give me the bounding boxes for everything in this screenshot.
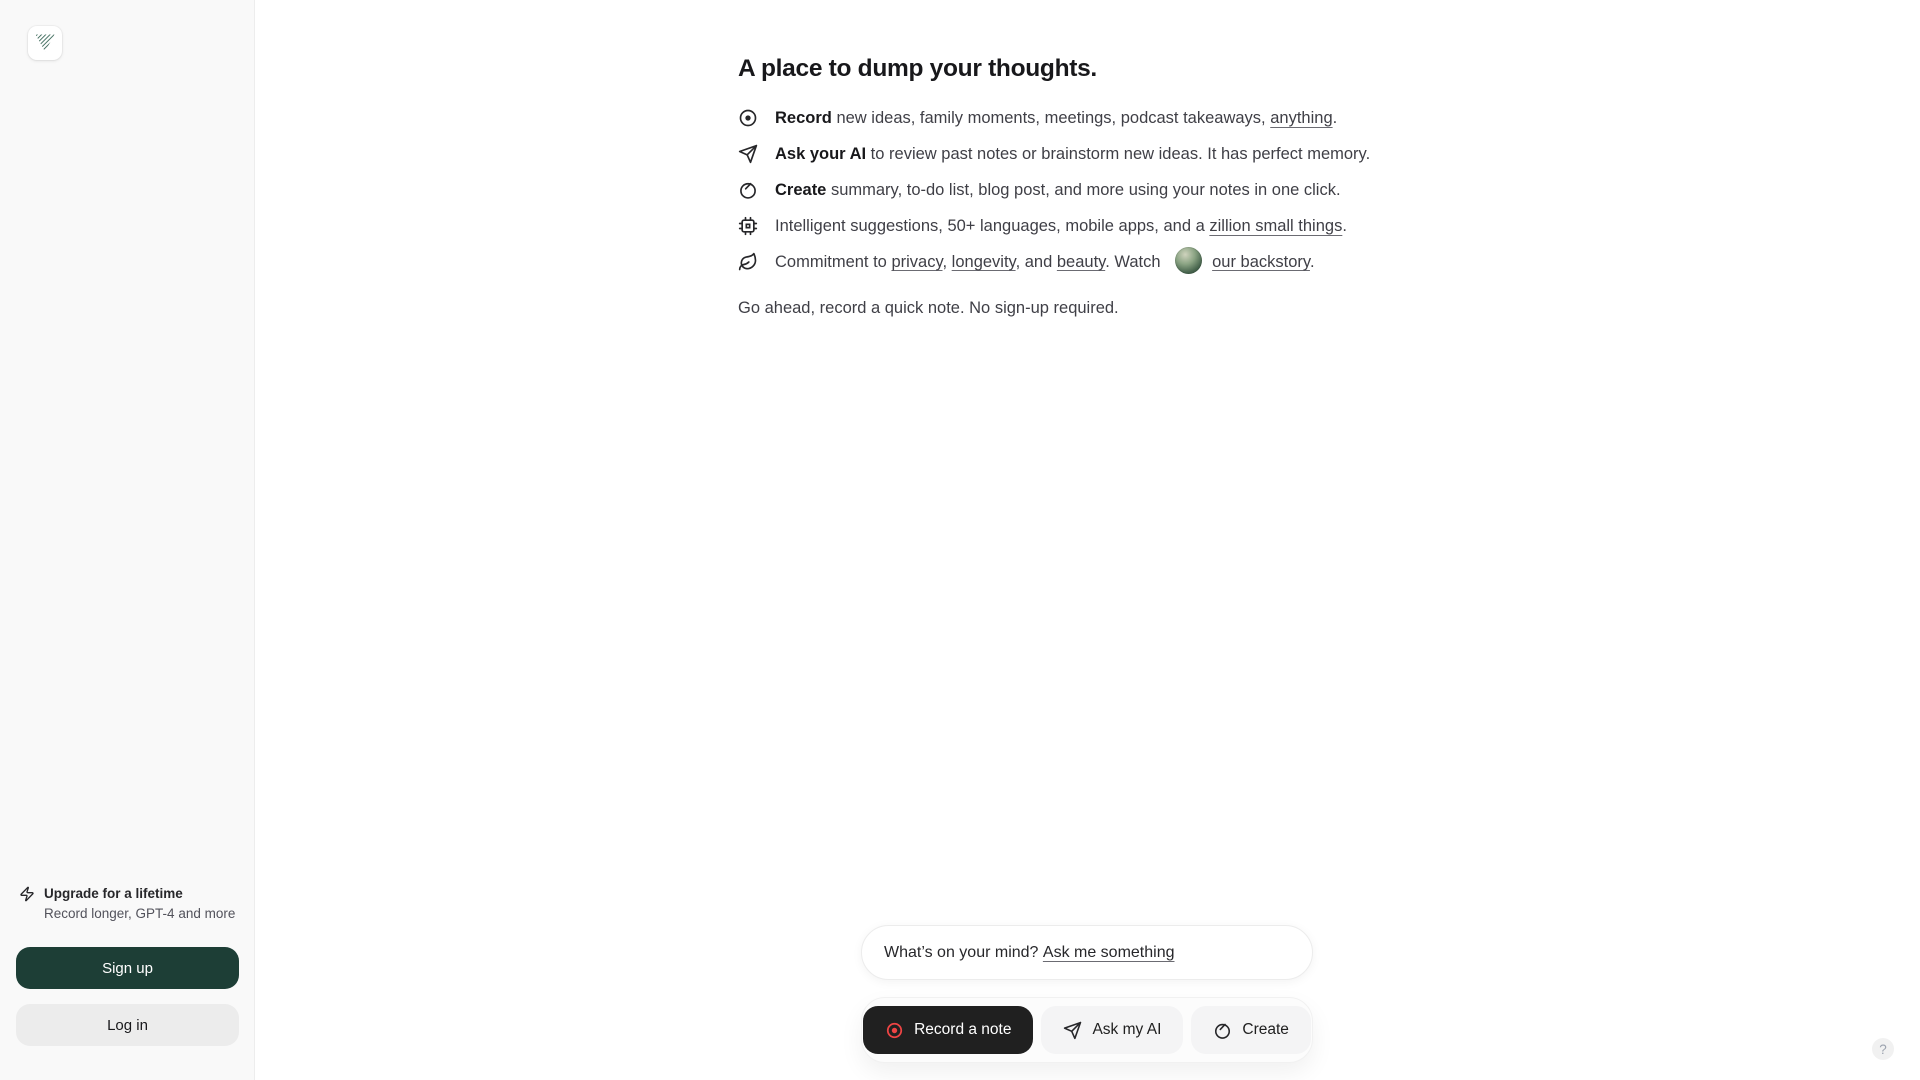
feature-row (738, 244, 1370, 280)
feature-text-segment: . (1342, 216, 1347, 235)
record-a-note-button[interactable] (863, 1006, 1033, 1054)
feature-link[interactable]: longevity (951, 252, 1016, 271)
record-a-note-label: Record a note (914, 1021, 1012, 1038)
app-logo[interactable] (28, 26, 62, 60)
ask-my-ai-button[interactable] (1041, 1006, 1183, 1054)
upgrade-banner[interactable] (19, 884, 235, 925)
feature-text-segment: new ideas, family moments, meetings, podcast takeaways, (831, 108, 1271, 127)
feature-row (738, 172, 1370, 208)
ask-me-something-link[interactable]: Ask me something (1042, 943, 1175, 961)
create-label: Create (1242, 1021, 1289, 1038)
feature-text-segment: Commitment to (775, 252, 892, 271)
feature-text-segment: , (942, 252, 952, 271)
backstory-avatar (1175, 247, 1202, 274)
log-in-button[interactable]: Log in (16, 1004, 239, 1046)
feature-text-segment: . Watch (1105, 252, 1166, 271)
action-bar (861, 997, 1313, 1063)
create-button[interactable] (1191, 1006, 1311, 1054)
ask-my-ai-label: Ask my AI (1092, 1021, 1162, 1038)
record-dot-icon (885, 1021, 904, 1040)
zap-icon (19, 886, 35, 902)
feature-keyword: Create (775, 180, 827, 199)
record-icon (738, 108, 758, 128)
feature-link[interactable]: beauty (1056, 252, 1106, 271)
sign-up-button[interactable]: Sign up (16, 947, 239, 989)
feature-link[interactable]: anything (1270, 108, 1333, 127)
feature-text (775, 145, 1370, 164)
ask-prompt-text: What’s on your mind? (884, 943, 1043, 961)
feature-text (775, 109, 1337, 128)
feature-link[interactable]: zillion small things (1209, 216, 1343, 235)
compass-icon (1213, 1021, 1232, 1040)
feature-text-segment: Intelligent suggestions, 50+ languages, mobile apps, and a (775, 216, 1210, 235)
upgrade-title: Upgrade for a lifetime (44, 886, 183, 901)
send-icon (1063, 1021, 1082, 1040)
ask-input[interactable] (861, 925, 1313, 980)
feature-list (738, 100, 1370, 280)
feature-text (775, 249, 1315, 276)
leaf-icon (738, 252, 758, 272)
feature-text-segment: . (1309, 252, 1315, 271)
cta-line: Go ahead, record a quick note. No sign-up required. (738, 299, 1119, 317)
feature-link[interactable]: privacy (891, 252, 943, 271)
hero-section (738, 55, 1370, 318)
feature-row (738, 100, 1370, 136)
feature-text-segment: summary, to-do list, blog post, and more using your notes in one click. (826, 180, 1341, 199)
feature-text (775, 181, 1341, 200)
cpu-icon (738, 216, 758, 236)
page-title: A place to dump your thoughts. (738, 55, 1097, 82)
feature-text-segment: . (1332, 108, 1338, 127)
upgrade-subtitle: Record longer, GPT-4 and more (44, 906, 236, 922)
voicenotes-logo-icon (34, 33, 56, 53)
help-button[interactable]: ? (1872, 1038, 1894, 1060)
feature-row (738, 136, 1370, 172)
sidebar (0, 0, 255, 1080)
feature-row (738, 208, 1370, 244)
compass-icon (738, 180, 758, 200)
send-icon (738, 144, 758, 164)
feature-keyword: Ask your AI (775, 144, 867, 163)
feature-keyword: Record (775, 108, 832, 127)
feature-text-segment: , and (1015, 252, 1057, 271)
feature-link[interactable]: our backstory (1212, 252, 1310, 271)
feature-text (775, 217, 1347, 236)
feature-text-segment: to review past notes or brainstorm new ideas. It has perfect memory. (866, 144, 1371, 163)
